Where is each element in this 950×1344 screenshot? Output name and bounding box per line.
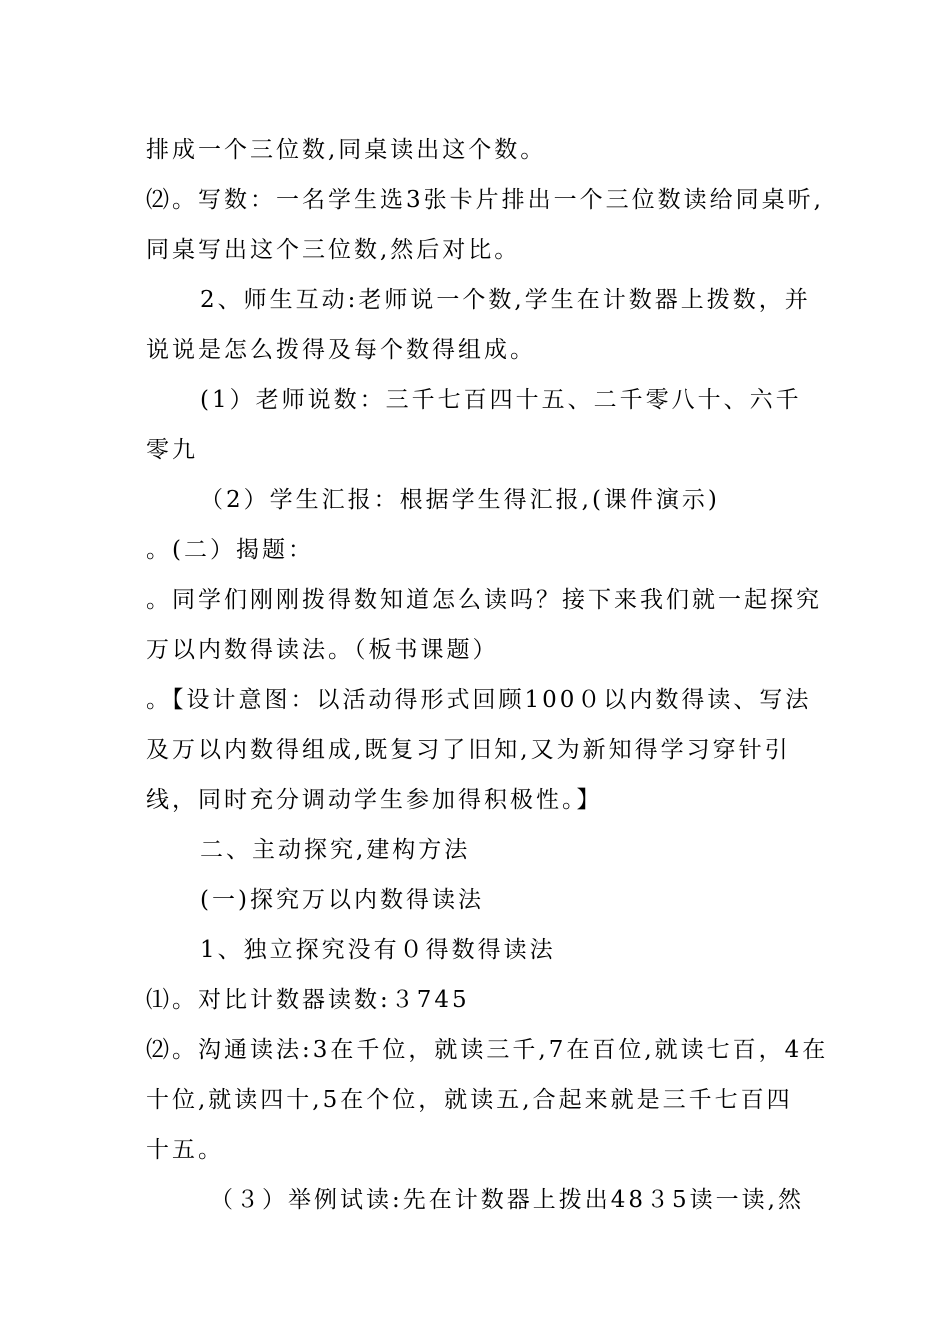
- text-line: (1）老师说数：三千七百四十五、二千零八十、六千: [200, 387, 802, 413]
- text-line: 说说是怎么拨得及每个数得组成。: [146, 337, 536, 363]
- text-line: 万以内数得读法。（板书课题）: [146, 637, 499, 663]
- text-line: 及万以内数得组成,既复习了旧知,又为新知得学习穿针引: [146, 737, 791, 763]
- text-line: 同桌写出这个三位数,然后对比。: [146, 237, 521, 263]
- text-line: ⑴。对比计数器读数:３745: [146, 987, 470, 1013]
- text-line: 。(二）揭题：: [146, 537, 314, 563]
- text-line: ⑵。沟通读法:3在千位，就读三千,7在百位,就读七百，4在: [146, 1037, 829, 1063]
- text-line: 2、师生互动:老师说一个数,学生在计数器上拨数，并: [200, 287, 811, 313]
- text-line: （３）举例试读:先在计数器上拨出48３5读一读,然: [210, 1187, 804, 1213]
- section-heading: 二、主动探究,建构方法: [200, 837, 471, 863]
- subsection-heading: (一)探究万以内数得读法: [200, 887, 484, 913]
- text-line: 1、独立探究没有０得数得读法: [200, 937, 556, 963]
- text-line: （2）学生汇报：根据学生得汇报,(课件演示): [200, 487, 720, 513]
- text-line: 排成一个三位数,同桌读出这个数。: [146, 137, 547, 163]
- text-line: ⑵。写数：一名学生选3张卡片排出一个三位数读给同桌听,: [146, 187, 824, 213]
- text-line: 十位,就读四十,5在个位，就读五,合起来就是三千七百四: [146, 1087, 793, 1113]
- text-line: 十五。: [146, 1137, 224, 1163]
- text-line: 。同学们刚刚拨得数知道怎么读吗？接下来我们就一起探究: [146, 587, 822, 613]
- text-line: 零九: [146, 437, 198, 463]
- text-line: 线，同时充分调动学生参加得积极性。】: [146, 787, 603, 813]
- text-line: 。【设计意图：以活动得形式回顾100０以内数得读、写法: [146, 687, 812, 713]
